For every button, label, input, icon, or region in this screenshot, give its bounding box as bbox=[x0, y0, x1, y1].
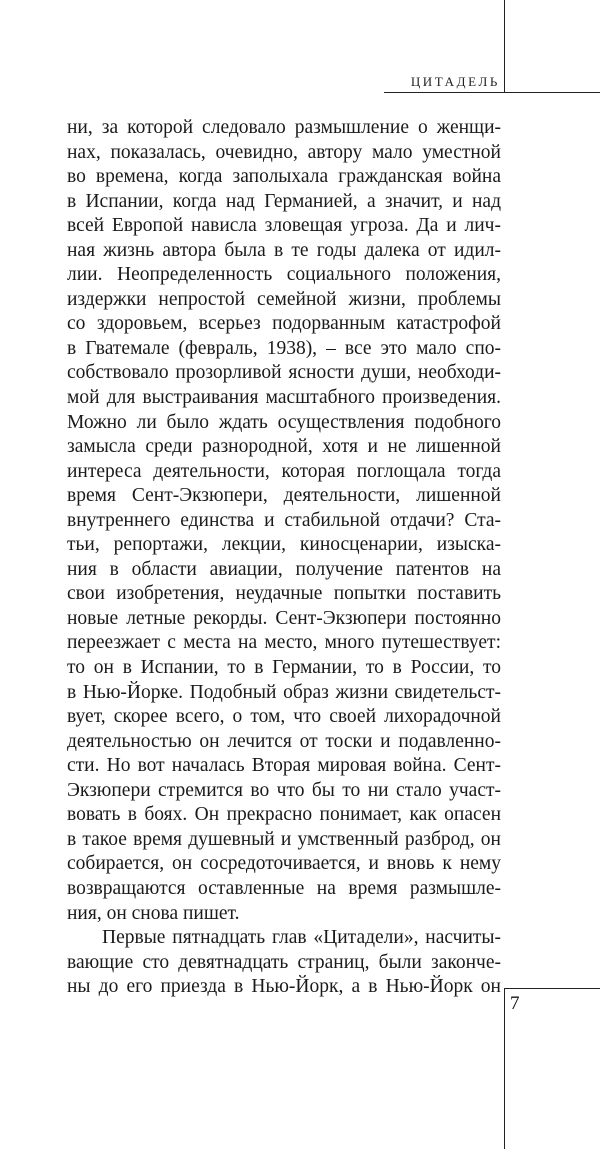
text-line: замысла среди разнородной, хотя и не лишенной bbox=[67, 436, 501, 458]
text-line: новые летные рекорды. Сент-Экзюпери постоянно bbox=[67, 607, 501, 629]
text-line: сти. Но вот началась Вторая мировая война. Сент- bbox=[67, 755, 501, 777]
text-line: мой для выстраивания масштабного произведения. bbox=[67, 387, 501, 409]
text-line: тьи, репортажи, лекции, киносценарии, изыска- bbox=[67, 534, 501, 556]
text-line: возвращаются оставленные на время размышле- bbox=[67, 877, 501, 899]
text-line: вающие сто девятнадцать страниц, были закончe- bbox=[67, 951, 501, 973]
text-line: лии. Неопределенность социального положения, bbox=[67, 264, 501, 286]
text-line: в Гватемале (февраль, 1938), – все это мало спо- bbox=[67, 337, 501, 359]
paragraph-1 bbox=[67, 116, 501, 926]
text-line: издержки непростой семейной жизни, проблемы bbox=[67, 288, 501, 310]
text-line: деятельностью он лечится от тоски и подавленно- bbox=[67, 730, 501, 752]
text-line: Первые пятнадцать глав «Цитадели», насчиты- bbox=[102, 927, 501, 949]
text-line: со здоровьем, всерьез подорванным катастрофой bbox=[67, 313, 501, 335]
paragraph-2 bbox=[67, 926, 501, 1000]
text-line: во времена, когда заполыхала гражданская война bbox=[67, 166, 501, 188]
text-line: ния, он снова пишет. bbox=[67, 902, 240, 924]
text-line: в Испании, когда над Германией, а значит, и над bbox=[67, 190, 501, 212]
text-line: в такое время душевный и умственный разброд, он bbox=[67, 828, 501, 850]
text-line: то он в Испании, то в Германии, то в России, то bbox=[67, 657, 501, 679]
text-line: переезжает с места на место, много путешествует: bbox=[67, 632, 501, 654]
text-line: Можно ли было ждать осуществления подобного bbox=[67, 411, 501, 433]
text-line: вовать в боях. Он прекрасно понимает, как опасен bbox=[67, 804, 501, 826]
vertical-rule-bottom bbox=[504, 988, 505, 1149]
text-line: вует, скорее всего, о том, что своей лихорадочной bbox=[67, 706, 501, 728]
text-line: собствовало прозорливой ясности души, необходи- bbox=[67, 362, 501, 384]
running-header-title: ЦИТАДЕЛЬ bbox=[410, 74, 500, 89]
text-line: Экзюпери стремится во что бы то ни стало участ- bbox=[67, 779, 501, 801]
text-line: время Сент-Экзюпери, деятельности, лишенной bbox=[67, 485, 501, 507]
footer-rule bbox=[504, 988, 600, 989]
header-rule bbox=[384, 92, 600, 93]
body-text bbox=[67, 116, 501, 1000]
text-line: интереса деятельности, которая поглощала тогда bbox=[67, 460, 501, 482]
text-line: нах, показалась, очевидно, автору мало уместной bbox=[67, 141, 501, 163]
text-line: в Нью-Йорке. Подобный образ жизни свидетельст- bbox=[67, 681, 501, 703]
text-line: ни, за которой следовало размышление о женщи- bbox=[67, 117, 501, 138]
text-line: ния в области авиации, получение патентов на bbox=[67, 558, 501, 580]
text-line: внутреннего единства и стабильной отдачи? Ста- bbox=[67, 509, 501, 531]
text-line: свои изобретения, неудачные попытки поставить bbox=[67, 583, 501, 605]
page-number: 7 bbox=[510, 993, 520, 1014]
text-line: собирается, он сосредоточивается, и вновь к нему bbox=[67, 853, 501, 875]
vertical-rule-top bbox=[504, 0, 505, 92]
text-line: ная жизнь автора была в те годы далека от идил- bbox=[67, 239, 501, 261]
text-line: ны до его приезда в Нью-Йорк, а в Нью-Йорк он bbox=[67, 976, 501, 998]
text-line: всей Европой нависла зловещая угроза. Да и лич- bbox=[67, 215, 501, 237]
